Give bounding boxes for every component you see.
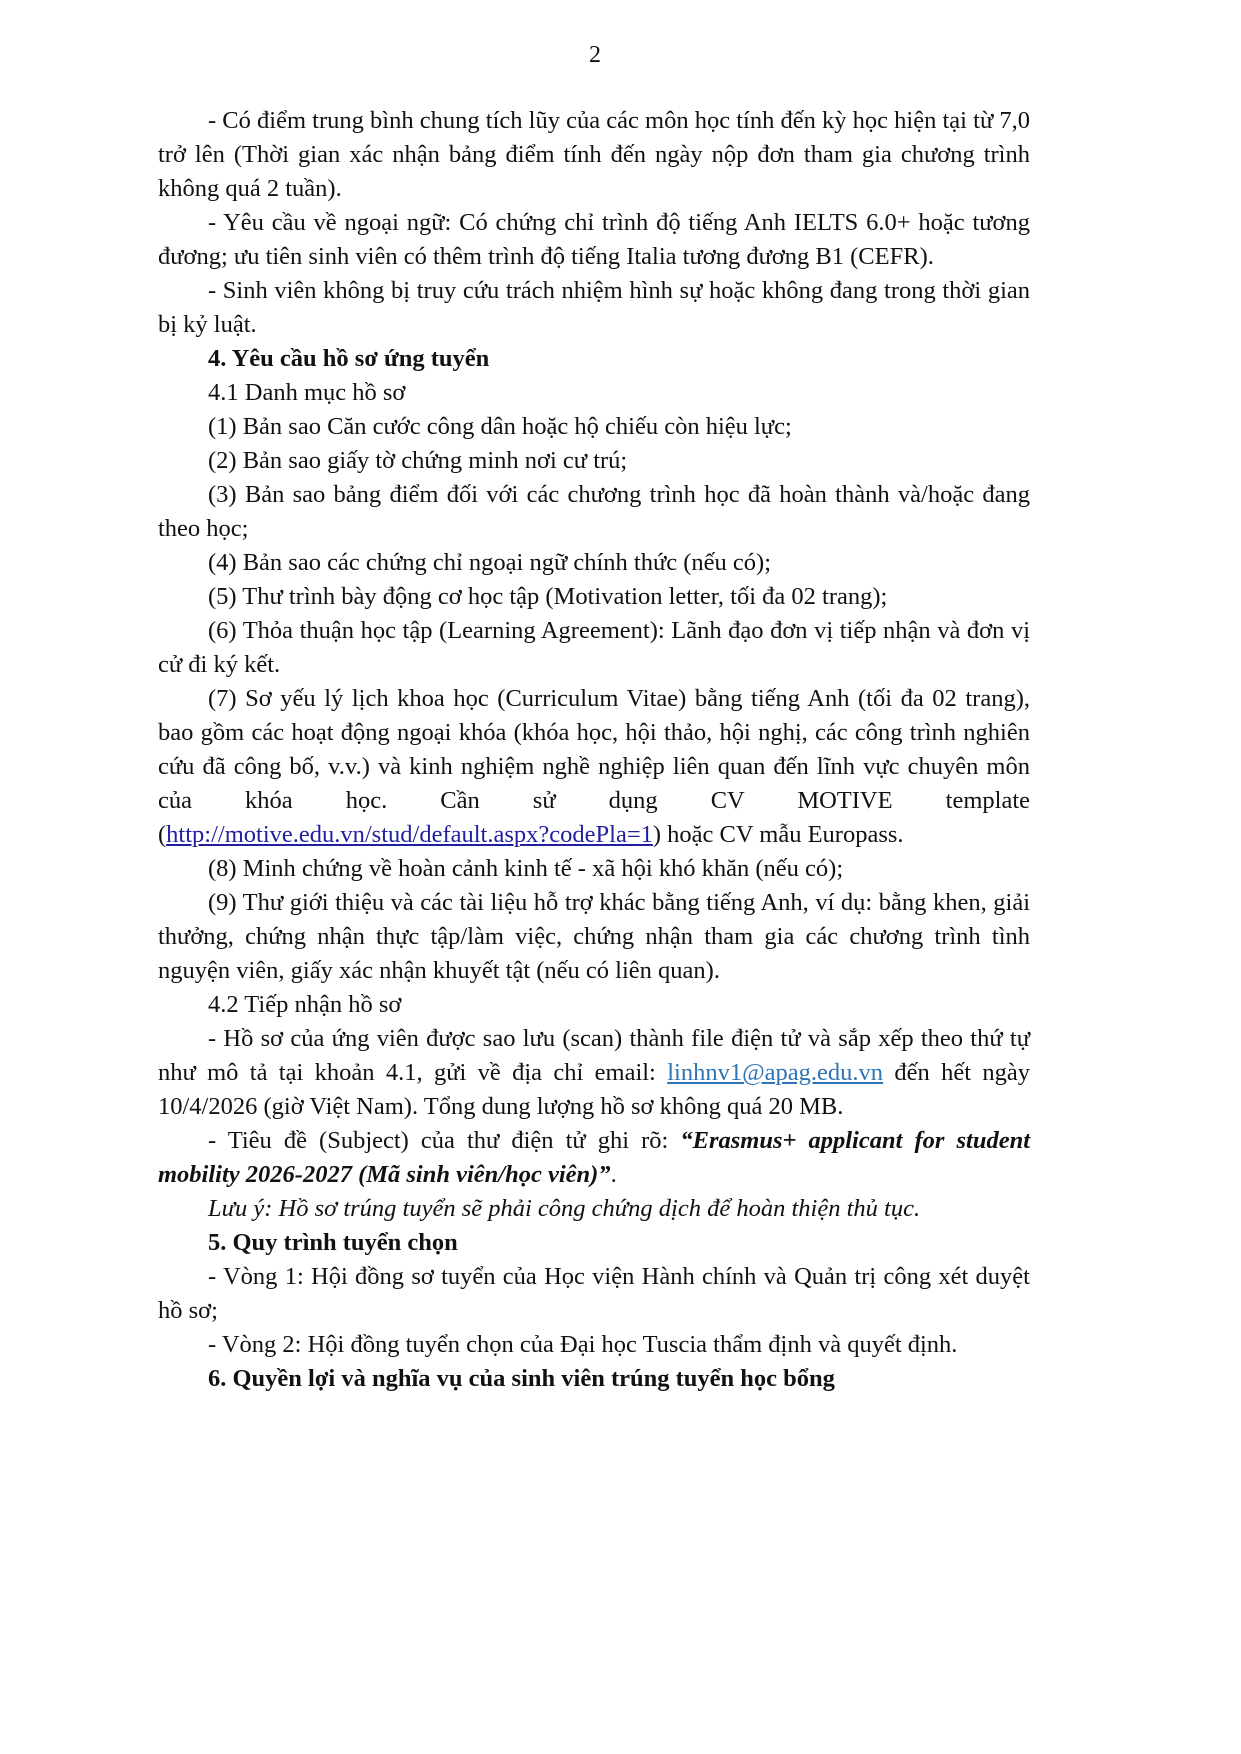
document-item-8: (8) Minh chứng về hoàn cảnh kinh tế - xã hội khó khăn (nếu có); — [208, 855, 844, 882]
section-5-heading: 5. Quy trình tuyển chọn — [208, 1229, 458, 1256]
submission-deadline-text: đến hết ngày 10/4/2026 (giờ Việt Nam). Tổng dung lượng hồ sơ không quá 20 MB. — [158, 1059, 1030, 1120]
document-item-2: (2) Bản sao giấy tờ chứng minh nơi cư trú; — [208, 447, 628, 474]
document-item-5: (5) Thư trình bày động cơ học tập (Motivation letter, tối đa 02 trang); — [208, 583, 888, 610]
document-item-9: (9) Thư giới thiệu và các tài liệu hỗ trợ khác bằng tiếng Anh, ví dụ: bằng khen, giải thưởng, chứng nhận thực tập/làm việc, chứng nhận tham gia các chương trình tình nguyện viên, giấy xác nhận khuyết tật (nếu có liên quan). — [158, 889, 1030, 984]
section-4-2-heading: 4.2 Tiếp nhận hồ sơ — [208, 991, 402, 1018]
page-number: 2 — [589, 42, 601, 68]
email-subject-line: “Erasmus+ applicant for student mobility 2026-2027 (Mã sinh viên/học viên)” — [158, 1127, 1030, 1188]
submission-email-link[interactable]: linhnv1@apag.edu.vn — [667, 1059, 884, 1086]
note-notarization: Lưu ý: Hồ sơ trúng tuyển sẽ phải công chứng dịch để hoàn thiện thủ tục. — [208, 1195, 921, 1222]
submission-text: - Hồ sơ của ứng viên được sao lưu (scan) thành file điện tử và sắp xếp theo thứ tự như mô tả tại khoản 4.1, gửi về địa chỉ email: — [158, 1025, 1030, 1086]
document-item-7-text: (7) Sơ yếu lý lịch khoa học (Curriculum Vitae) bằng tiếng Anh (tối đa 02 trang), bao gồm các hoạt động ngoại khóa (khóa học, hội thảo, hội nghị, các công trình nghiên cứu đã công bố, v.v.) và kinh nghiệm nghề nghiệp liên quan đến lĩnh vực chuyên môn của khóa học. Cần sử dụng CV MOTIVE template ( — [158, 685, 1030, 848]
motive-template-link[interactable]: http://motive.edu.vn/stud/default.aspx?codePla=1 — [166, 821, 653, 848]
document-item-1: (1) Bản sao Căn cước công dân hoặc hộ chiếu còn hiệu lực; — [208, 413, 792, 440]
submission-instructions — [158, 1022, 1030, 1124]
selection-round-1: - Vòng 1: Hội đồng sơ tuyển của Học viện Hành chính và Quản trị công xét duyệt hồ sơ; — [158, 1263, 1030, 1324]
requirement-gpa: - Có điểm trung bình chung tích lũy của các môn học tính đến kỳ học hiện tại từ 7,0 trở lên (Thời gian xác nhận bảng điểm tính đến ngày nộp đơn tham gia chương trình không quá 2 tuần). — [158, 107, 1030, 202]
section-6-heading: 6. Quyền lợi và nghĩa vụ của sinh viên trúng tuyển học bổng — [208, 1365, 835, 1392]
email-subject-label: - Tiêu đề (Subject) của thư điện tử ghi rõ: — [208, 1127, 681, 1154]
requirement-discipline: - Sinh viên không bị truy cứu trách nhiệm hình sự hoặc không đang trong thời gian bị kỷ luật. — [158, 277, 1030, 338]
document-item-7-tail: ) hoặc CV mẫu Europass. — [652, 821, 904, 848]
requirement-language: - Yêu cầu về ngoại ngữ: Có chứng chỉ trình độ tiếng Anh IELTS 6.0+ hoặc tương đương; ưu tiên sinh viên có thêm trình độ tiếng Italia tương đương B1 (CEFR). — [158, 209, 1030, 270]
selection-round-2: - Vòng 2: Hội đồng tuyển chọn của Đại học Tuscia thẩm định và quyết định. — [208, 1331, 958, 1358]
document-item-6: (6) Thỏa thuận học tập (Learning Agreement): Lãnh đạo đơn vị tiếp nhận và đơn vị cử đi ký kết. — [158, 617, 1030, 678]
document-body — [158, 104, 1030, 1396]
document-item-4: (4) Bản sao các chứng chỉ ngoại ngữ chính thức (nếu có); — [208, 549, 771, 576]
document-item-3: (3) Bản sao bảng điểm đối với các chương trình học đã hoàn thành và/hoặc đang theo học; — [158, 481, 1030, 542]
email-subject-instructions — [158, 1124, 1030, 1192]
document-item-7 — [158, 682, 1030, 852]
section-4-heading: 4. Yêu cầu hồ sơ ứng tuyển — [208, 345, 490, 372]
email-subject-period: . — [610, 1161, 617, 1188]
section-4-1-heading: 4.1 Danh mục hồ sơ — [208, 379, 406, 406]
